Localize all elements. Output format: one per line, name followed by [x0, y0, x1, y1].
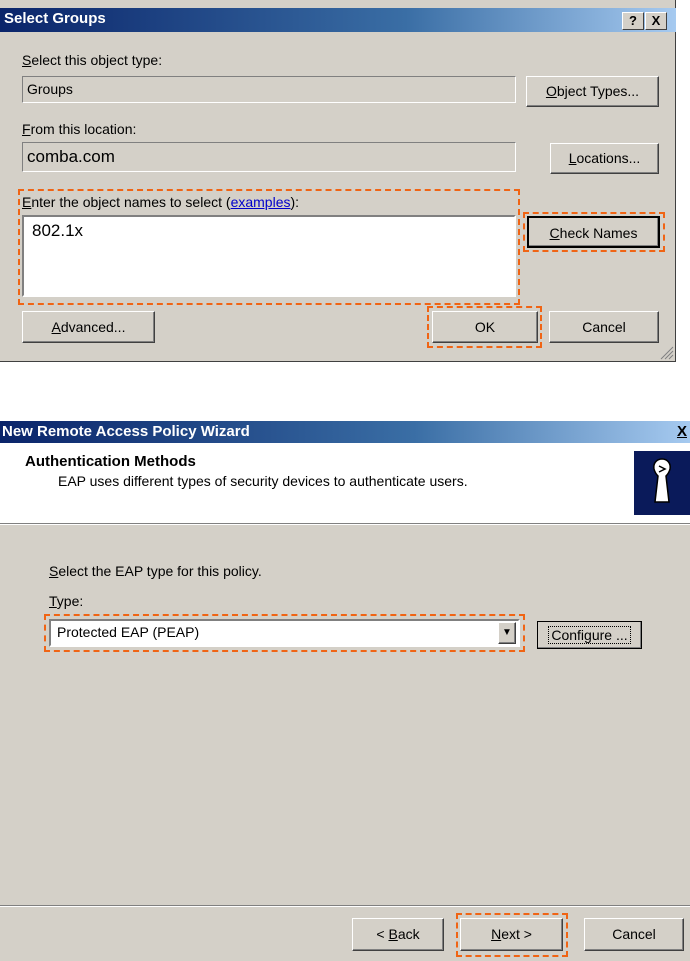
object-type-field: Groups: [22, 76, 516, 103]
eap-type-value: Protected EAP (PEAP): [57, 624, 200, 640]
eap-type-select[interactable]: [49, 619, 520, 647]
select-groups-dialog: [0, 0, 676, 362]
examples-link[interactable]: examples: [230, 194, 291, 210]
names-value: 802.1x: [32, 221, 84, 240]
cancel-button[interactable]: Cancel: [549, 311, 659, 343]
check-names-button[interactable]: Check Names: [527, 216, 660, 248]
wizard-title: New Remote Access Policy Wizard: [2, 423, 250, 440]
instruction-text: Select the EAP type for this policy.: [49, 563, 262, 579]
help-button[interactable]: ?: [622, 12, 644, 30]
wizard-cancel-button[interactable]: Cancel: [584, 918, 684, 951]
chevron-down-icon[interactable]: ▼: [498, 622, 516, 644]
names-label: Enter the object names to select (examples):: [22, 194, 300, 210]
type-label: Type:: [49, 593, 84, 609]
header-title: Authentication Methods: [25, 453, 196, 470]
wizard-header: [0, 443, 690, 523]
advanced-button[interactable]: Advanced...: [22, 311, 155, 343]
footer-separator: [0, 905, 690, 907]
back-button[interactable]: < Back: [352, 918, 444, 951]
locations-button[interactable]: Locations...: [550, 143, 659, 174]
wizard-logo-icon: [634, 451, 690, 515]
wizard-close-button[interactable]: X: [676, 423, 687, 440]
select-groups-titlebar[interactable]: [0, 8, 676, 32]
object-types-button[interactable]: Object Types...: [526, 76, 659, 107]
wizard-titlebar[interactable]: [0, 421, 690, 443]
names-textarea[interactable]: [22, 215, 516, 297]
object-type-label: Select this object type:: [22, 52, 163, 68]
ok-button[interactable]: OK: [432, 311, 538, 343]
select-groups-title: Select Groups: [4, 10, 106, 27]
location-field: comba.com: [22, 142, 516, 172]
next-button[interactable]: Next >: [460, 918, 563, 951]
header-separator: [0, 523, 690, 525]
location-label: From this location:: [22, 121, 137, 137]
configure-button[interactable]: Configure ...: [537, 621, 642, 649]
wizard-dialog: [0, 421, 690, 961]
resize-grip-icon[interactable]: [658, 344, 674, 360]
header-subtitle: EAP uses different types of security devices to authenticate users.: [58, 473, 468, 489]
close-button[interactable]: X: [645, 12, 667, 30]
